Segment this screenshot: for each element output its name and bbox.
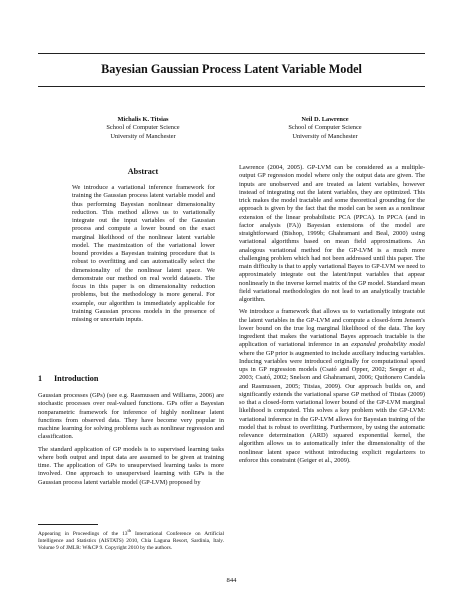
author-university: University of Manchester xyxy=(110,132,176,140)
right-paragraph-2 xyxy=(239,308,425,465)
right-paragraph-1: Lawrence (2004, 2005). GP-LVM can be considered as a multiple-output GP regression model where only the output data are given. The inputs are unobserved and are treated as latent variables, however instead of integrating out the latent variables, they are optimized. This trick makes the model tractable and some theoretical grounding for the approach is given by the fact that the model can be seen as a nonlinear extension of the linear probabilistic PCA (PPCA). In PPCA (and in factor analysis (FA)) Bayesian extensions of the model are straightforward (Bishop, 1999b; Ghahramani and Beal, 2000) using variational algorithms based on mean field approximations. An analogous variational method for the GP-LVM is a much more challenging problem which had not been addressed until this paper. The main difficulty is that to apply variational Bayes to GP-LVM we need to approximately integrate out the latent/input variables that appear nonlinearly in the inverse kernel matrix of the GP model. Standard mean field variational methodologies do not lead to an analytically tractable algorithm. xyxy=(239,164,425,303)
title-rule-top xyxy=(38,53,425,54)
paragraph-text: We introduce a framework that allows us to variationally integrate out the latent variables in the GP-LVM and compute a closed-form Jensen's lower bound on the true log marginal likelihood of the data. The key ingredient that makes the variational Bayes approach tractable is the application of variational inference in an xyxy=(239,308,425,349)
right-column xyxy=(239,164,425,465)
emphasized-text: expanded probability model xyxy=(351,341,425,349)
paper-title: Bayesian Gaussian Process Latent Variable Model xyxy=(101,62,362,76)
intro-paragraph-1: Gaussian processes (GPs) (see e.g. Rasmussen and Williams, 2006) are stochastic processes over real-valued functions. GPs offer a Bayesian nonparametric framework for inference of highly nonlinear latent functions from observed data. They have become very popular in machine learning for solving problems such as nonlinear regression and classification. xyxy=(38,392,224,441)
author-name: Neil D. Lawrence xyxy=(301,116,349,123)
paragraph-text: where the GP prior is augmented to include auxiliary inducing variables. Inducing variables were introduced originally for computational speed ups in GP regression models (Csató and Opper, 2002; Seeger et al., 2003; Csató, 2002; Snelson and Ghahramani, 2006; Quiñonero Candela and Rasmussen, 2005; Titsias, 2009). Our approach builds on, and significantly extends the variational sparse GP method of Titsias (2009) so that a closed-form variational lower bound of the GP-LVM marginal likelihood is computed. This solves a key problem with the GP-LVM: variational inference in the GP-LVM allows for Bayesian training of the model that is robust to overfitting. Furthermore, by using the automatic relevance determination (ARD) squared exponential kernel, the algorithm allows us to automatically infer the dimensionality of the nonlinear latent space without introducing explicit regularizers to enforce this constraint (Geiger et al., 2009). xyxy=(239,349,425,464)
author-university: University of Manchester xyxy=(292,132,358,140)
footnote-text: Appearing in Proceedings of the 13 xyxy=(38,530,128,537)
footnote-rule xyxy=(38,524,98,525)
title-rule-bottom xyxy=(38,86,425,87)
section-number: 1 xyxy=(38,374,43,383)
intro-left-column xyxy=(38,392,224,487)
section-title: Introduction xyxy=(54,374,99,383)
abstract-body xyxy=(72,184,215,324)
footnote-text: International Conference on Artificial Intelligence and Statistics (AISTATS) 2010, Chia Laguna Resort, Sardinia, Italy. Volume 9 of JMLR: W&CP 9. Copyright 2010 by the authors. xyxy=(38,530,225,551)
section-heading xyxy=(38,374,98,383)
intro-paragraph-2: The standard application of GP models is to supervised learning tasks where both output and input data are assumed to be given at training time. The application of GPs to unsupervised learning tasks is more involved. One approach to unsupervised learning with GPs is the Gaussian process latent variable model (GP-LVM) proposed by xyxy=(38,445,224,486)
abstract-heading: Abstract xyxy=(127,167,159,176)
author-department: School of Computer Science xyxy=(106,124,180,132)
author-block-2 xyxy=(235,116,415,141)
abstract-text: We introduce a variational inference framework for training the Gaussian process latent variable model and thus performing Bayesian nonlinear dimensionality reduction. This method allows us to variationally integrate out the input variables of the Gaussian process and compute a lower bound on the exact marginal likelihood of the nonlinear latent variable model. The maximization of the variational lower bound provides a Bayesian training procedure that is robust to overfitting and can automatically select the dimensionality of the nonlinear latent space. We demonstrate our method on real world datasets. The focus in this paper is on dimensionality reduction problems, but the methodology is more general. For example, our algorithm is immediately applicable for training Gaussian process models in the presence of missing or uncertain inputs. xyxy=(72,184,215,323)
page-number: 844 xyxy=(226,577,237,584)
author-block-1 xyxy=(53,116,233,141)
footnote xyxy=(38,527,224,552)
footnote-superscript: th xyxy=(127,528,131,533)
author-department: School of Computer Science xyxy=(288,124,362,132)
author-name: Michalis K. Titsias xyxy=(117,116,169,123)
